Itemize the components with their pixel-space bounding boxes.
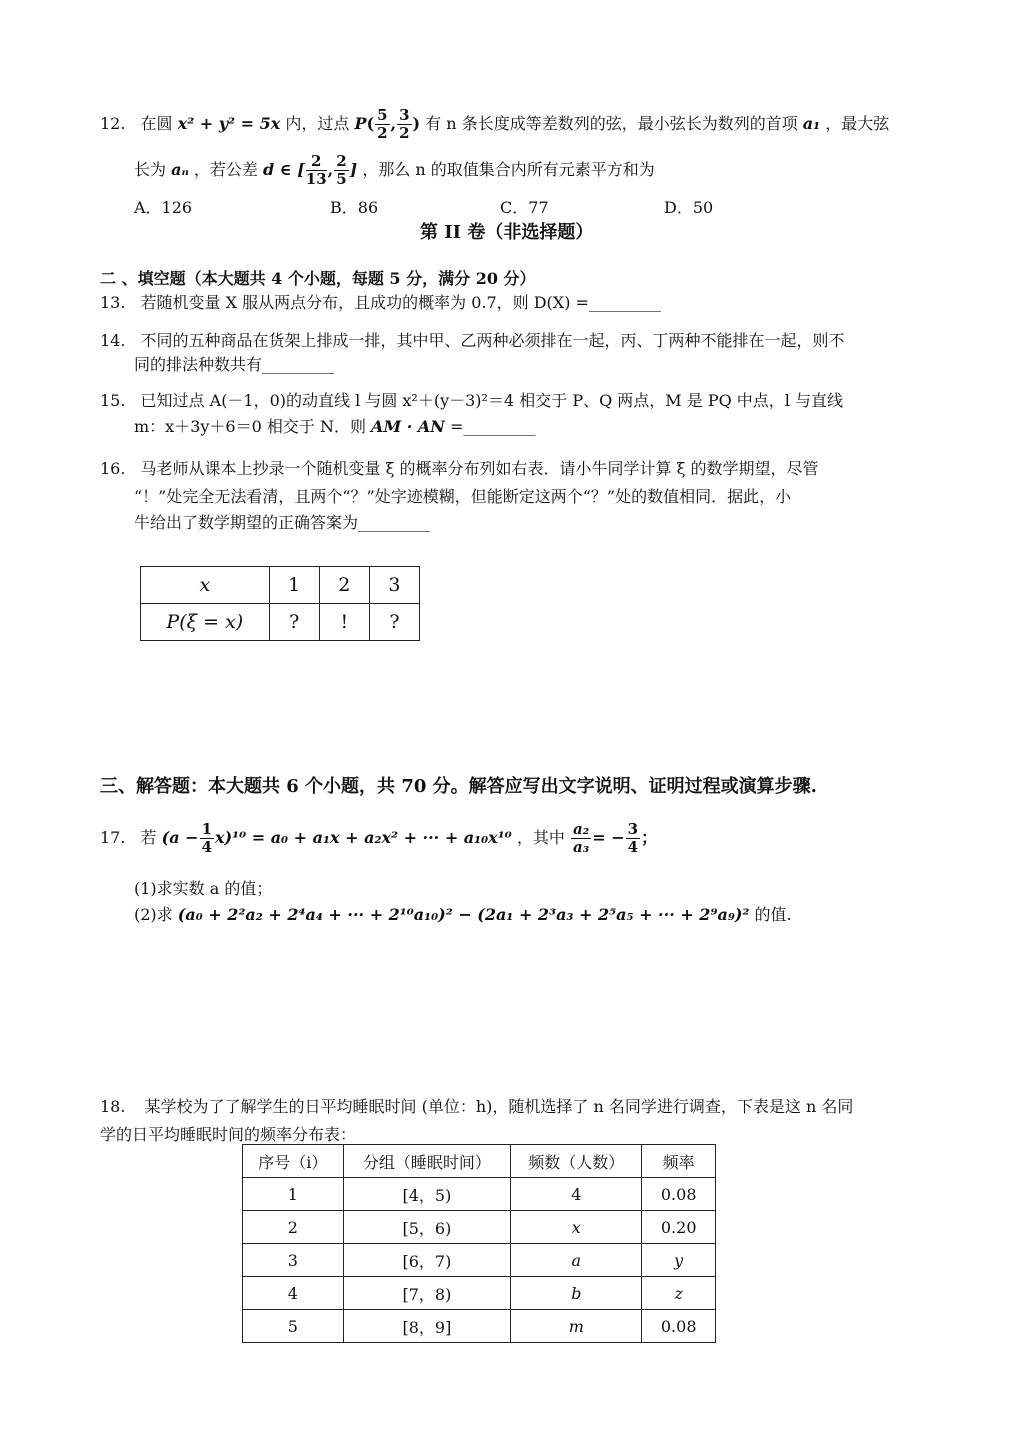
table-cell: [7，8) [343,1277,511,1310]
q16-number: 16. [100,459,126,478]
q12-text-d: ，最大弦 [825,114,890,133]
q14-text-1: 不同的五种商品在货架上排成一排，其中甲、乙两种必须排在一起，丙、丁两种不能排在一起，则不 [140,331,845,350]
q12-text-e: 长为 [134,160,167,179]
table-row [141,567,420,604]
table-cell: 1 [243,1178,344,1211]
q17-eq: = − [592,828,625,847]
table-cell: x [141,567,270,604]
q12-text-b: 内，过点 [285,114,350,133]
q12-d-low: $\frac{2}{13}$ [305,152,327,188]
table-row [243,1277,716,1310]
q12-point-x: $\frac{5}{2}$ [377,106,388,142]
q15-line2 [134,414,535,437]
table-cell: [6，7) [343,1244,511,1277]
table-header-row [243,1145,716,1178]
table-cell: 4 [243,1277,344,1310]
q15-vector-product: AM · AN [371,417,445,436]
table-cell: [8，9] [343,1310,511,1343]
q17-fraction: $\frac{1}{4}$ [201,820,213,856]
table-cell: P(ξ = x) [141,604,270,641]
table-cell: 2 [319,567,369,604]
table-cell: x [511,1211,642,1244]
q17-line [100,818,657,858]
q17-sub2-tail: 的值. [754,905,792,924]
q12-text-g: ，那么 n 的取值集合内所有元素平方和为 [362,160,655,179]
q12-line2: 长为 aₙ ，若公差 d ∈ [ $\frac{2}{13}$ , $\frac{2}{5}$ ] ，那么 n 的取值集合内所有元素平方和为 [134,152,655,188]
q13-line [100,290,661,313]
table-header: 频数（人数） [511,1145,642,1178]
table-cell: ? [269,604,319,641]
q12-number: 12. [100,114,126,133]
section2-heading: 二 、填空题（本大题共 4 个小题，每题 5 分，满分 20 分） [100,269,536,288]
q17-sub2-expr: (a₀ + 2²a₂ + 2⁴a₄ + ··· + 2¹⁰a₁₀)² − (2a₁ + 2³a₃ + 2⁵a₅ + ··· + 2⁹a₉)² [177,905,750,924]
q16-text-2: “！”处完全无法看清，且两个“？”处字迹模糊，但能断定这两个“？”处的数值相同．据此，小 [134,487,792,506]
q12-point-y: $\frac{3}{2}$ [399,106,410,142]
table-cell: y [642,1244,716,1277]
table-cell: 3 [369,567,419,604]
table-row [243,1178,716,1211]
table-header: 频率 [642,1145,716,1178]
table-cell: 1 [269,567,319,604]
table-cell: 0.08 [642,1178,716,1211]
q18-text-2: 学的日平均睡眠时间的频率分布表： [100,1125,357,1144]
q16-distribution-table [140,566,420,641]
q13-number: 13. [100,293,126,312]
table-cell: b [511,1277,642,1310]
q17-expr-a: (a − [161,828,199,847]
q14-line1 [100,328,845,351]
table-cell: 3 [243,1244,344,1277]
q12-option-b: B．86 [330,198,379,217]
q17-ratio: $\frac{\text{a₂}}{\text{a₃}}$ [572,820,590,856]
q13-text: 若随机变量 X 服从两点分布，且成功的概率为 0.7，则 D(X) =_________ [140,293,661,312]
table-cell: 5 [243,1310,344,1343]
q18-line1 [100,1094,853,1117]
table-cell: a [511,1244,642,1277]
q12-line1: 12. 在圆 x² + y² = 5x 内，过点 P( $\frac{5}{2}$ , $\frac{3}{2}$ ) 有 n 条长度成等差数列的弦，最小弦长为数列的首项 a₁ ，最大弦 [100,106,890,142]
q17-ratio-value: $\frac{3}{4}$ [627,820,639,856]
table-cell: 0.08 [642,1310,716,1343]
table-cell: [4，5) [343,1178,511,1211]
q14-text-2: 同的排法种数共有_________ [134,355,335,374]
q15-text-1: 已知过点 A(－1，0)的动直线 l 与圆 x²＋(y－3)²＝4 相交于 P、Q 两点，M 是 PQ 中点，l 与直线 [140,391,844,410]
q15-line1 [100,388,843,411]
section3-heading: 三、解答题：本大题共 6 个小题，共 70 分。解答应写出文字说明、证明过程或演算步骤. [100,776,817,797]
table-row [243,1211,716,1244]
q12-point-label: P [354,114,367,133]
q15-number: 15. [100,391,126,410]
q18-number: 18. [100,1097,126,1116]
table-row [141,604,420,641]
q12-text-c: 有 n 条长度成等差数列的弦，最小弦长为数列的首项 [425,114,798,133]
q17-tail: ； [641,828,658,847]
part2-title: 第 II 卷（非选择题） [420,222,594,243]
q12-d-label: d ∈ [ [263,160,305,179]
table-cell: 4 [511,1178,642,1211]
q12-circle-eq: x² + y² = 5x [177,114,281,133]
q14-number: 14. [100,331,126,350]
table-row [243,1244,716,1277]
q15-text-3: =_________ [444,417,536,436]
q17-expr-b: x)¹⁰ = a₀ + a₁x + a₂x² + ··· + a₁₀x¹⁰ [215,828,512,847]
table-header: 分组（睡眠时间） [343,1145,511,1178]
q17-sub1: (1)求实数 a 的值； [134,879,273,898]
q17-sub2 [134,902,792,925]
table-row [243,1310,716,1343]
table-cell: [5，6) [343,1211,511,1244]
q12-text-f: ，若公差 [193,160,258,179]
q12-last-term: aₙ [171,160,189,179]
q17-sub2-lead: (2)求 [134,905,173,924]
q17-number: 17. [100,828,126,847]
table-cell: ! [319,604,369,641]
table-cell: ? [369,604,419,641]
q16-text-1: 马老师从课本上抄录一个随机变量 ξ 的概率分布列如右表．请小牛同学计算 ξ 的数学期望，尽管 [140,459,819,478]
q12-first-term: a₁ [802,114,821,133]
q12-text-a: 在圆 [140,114,173,133]
table-cell: 0.20 [642,1211,716,1244]
q12-d-close: ] [349,160,358,179]
q17-mid: ，其中 [516,828,565,847]
q16-text-3: 牛给出了数学期望的正确答案为_________ [134,513,431,532]
table-cell: z [642,1277,716,1310]
q17-lead: 若 [140,828,157,847]
q16-line1 [100,456,819,479]
q12-option-c: C．77 [500,198,549,217]
q12-option-a: A．126 [134,198,193,217]
q12-d-high: $\frac{2}{5}$ [336,152,347,188]
table-cell: m [511,1310,642,1343]
table-header: 序号（i） [243,1145,344,1178]
q18-text-1: 某学校为了了解学生的日平均睡眠时间 (单位：h)，随机选择了 n 名同学进行调查，下表是这 n 名同 [144,1097,854,1116]
table-cell: 2 [243,1211,344,1244]
q15-text-2: m：x＋3y＋6＝0 相交于 N．则 [134,417,366,436]
q12-option-d: D．50 [664,198,714,217]
q18-frequency-table [242,1144,716,1343]
